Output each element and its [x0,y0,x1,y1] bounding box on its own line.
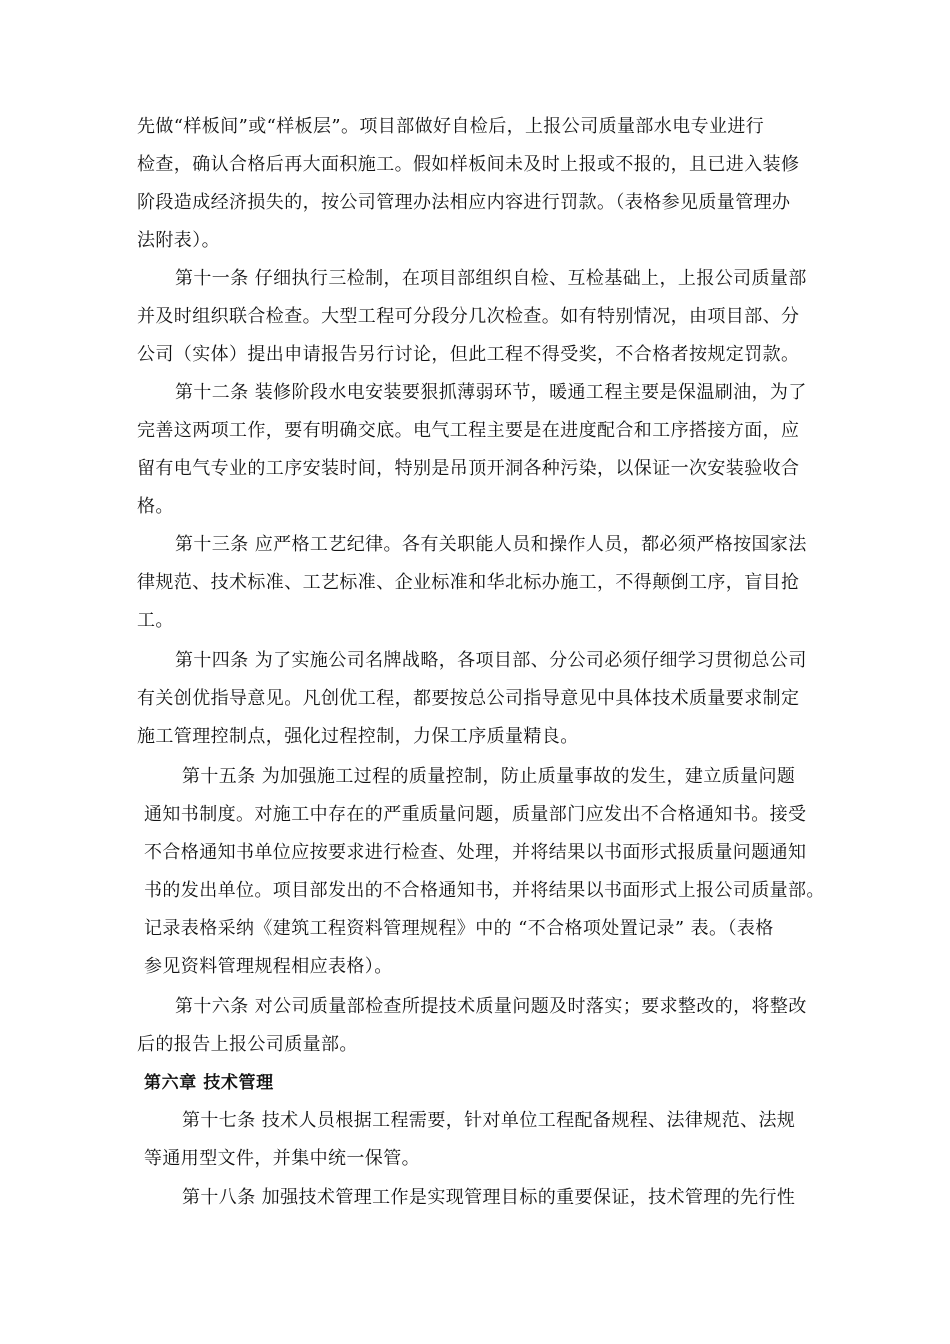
article-18-line: 第十八条 加强技术管理工作是实现管理目标的重要保证，技术管理的先行性 [182,1187,796,1208]
text-line: 后的报告上报公司质量部。 [137,1034,358,1055]
chapter-heading: 第六章 技术管理 [144,1073,274,1093]
article-16-line: 第十六条 对公司质量部检查所提技术质量问题及时落实；要求整改的，将整改 [175,996,807,1017]
text-line: 阶段造成经济损失的，按公司管理办法相应内容进行罚款。（表格参见质量管理办 [137,192,791,213]
text-line: 工。 [137,610,174,631]
text-line: 公司（实体）提出申请报告另行讨论，但此工程不得受奖，不合格者按规定罚款。 [137,344,800,365]
article-13-line: 第十三条 应严格工艺纪律。各有关职能人员和操作人员，都必须严格按国家法 [175,534,807,555]
article-11-line: 第十一条 仔细执行三检制，在项目部组织自检、互检基础上，上报公司质量部 [175,268,807,289]
article-14-line: 第十四条 为了实施公司名牌战略，各项目部、分公司必须仔细学习贯彻总公司 [175,650,807,671]
text-line: 先做“样板间”或“样板层”。项目部做好自检后，上报公司质量部水电专业进行 [137,116,765,137]
article-15-line: 第十五条 为加强施工过程的质量控制，防止质量事故的发生，建立质量问题 [182,766,796,787]
text-line: 完善这两项工作，要有明确交底。电气工程主要是在进度配合和工序搭接方面，应 [137,420,800,441]
text-line: 检查，确认合格后再大面积施工。假如样板间未及时上报或不报的，且已进入装修 [137,154,800,175]
text-line: 不合格通知书单位应按要求进行检查、处理，并将结果以书面形式报质量问题通知 [144,842,807,863]
text-line: 书的发出单位。项目部发出的不合格通知书，并将结果以书面形式上报公司质量部。 [144,880,825,901]
text-line: 参见资料管理规程相应表格）。 [144,956,393,977]
text-line: 格。 [137,496,174,517]
text-line: 法附表）。 [137,230,220,251]
text-line: 并及时组织联合检查。大型工程可分段分几次检查。如有特别情况，由项目部、分 [137,306,800,327]
text-line: 律规范、技术标准、工艺标准、企业标准和华北标办施工，不得颠倒工序，盲目抢 [137,572,800,593]
text-line: 有关创优指导意见。凡创优工程，都要按总公司指导意见中具体技术质量要求制定 [137,688,800,709]
text-line: 通知书制度。对施工中存在的严重质量问题，质量部门应发出不合格通知书。接受 [144,804,807,825]
article-17-line: 第十七条 技术人员根据工程需要，针对单位工程配备规程、法律规范、法规 [182,1110,796,1131]
text-line: 留有电气专业的工序安装时间，特别是吊顶开洞各种污染，以保证一次安装验收合 [137,458,800,479]
text-line: 记录表格采纳《建筑工程资料管理规程》中的 “不合格项处置记录” 表。（表格 [144,918,774,939]
text-line: 施工管理控制点，强化过程控制，力保工序质量精良。 [137,726,579,747]
text-line: 等通用型文件，并集中统一保管。 [144,1148,420,1169]
article-12-line: 第十二条 装修阶段水电安装要狠抓薄弱环节，暖通工程主要是保温刷油，为了 [175,382,807,403]
